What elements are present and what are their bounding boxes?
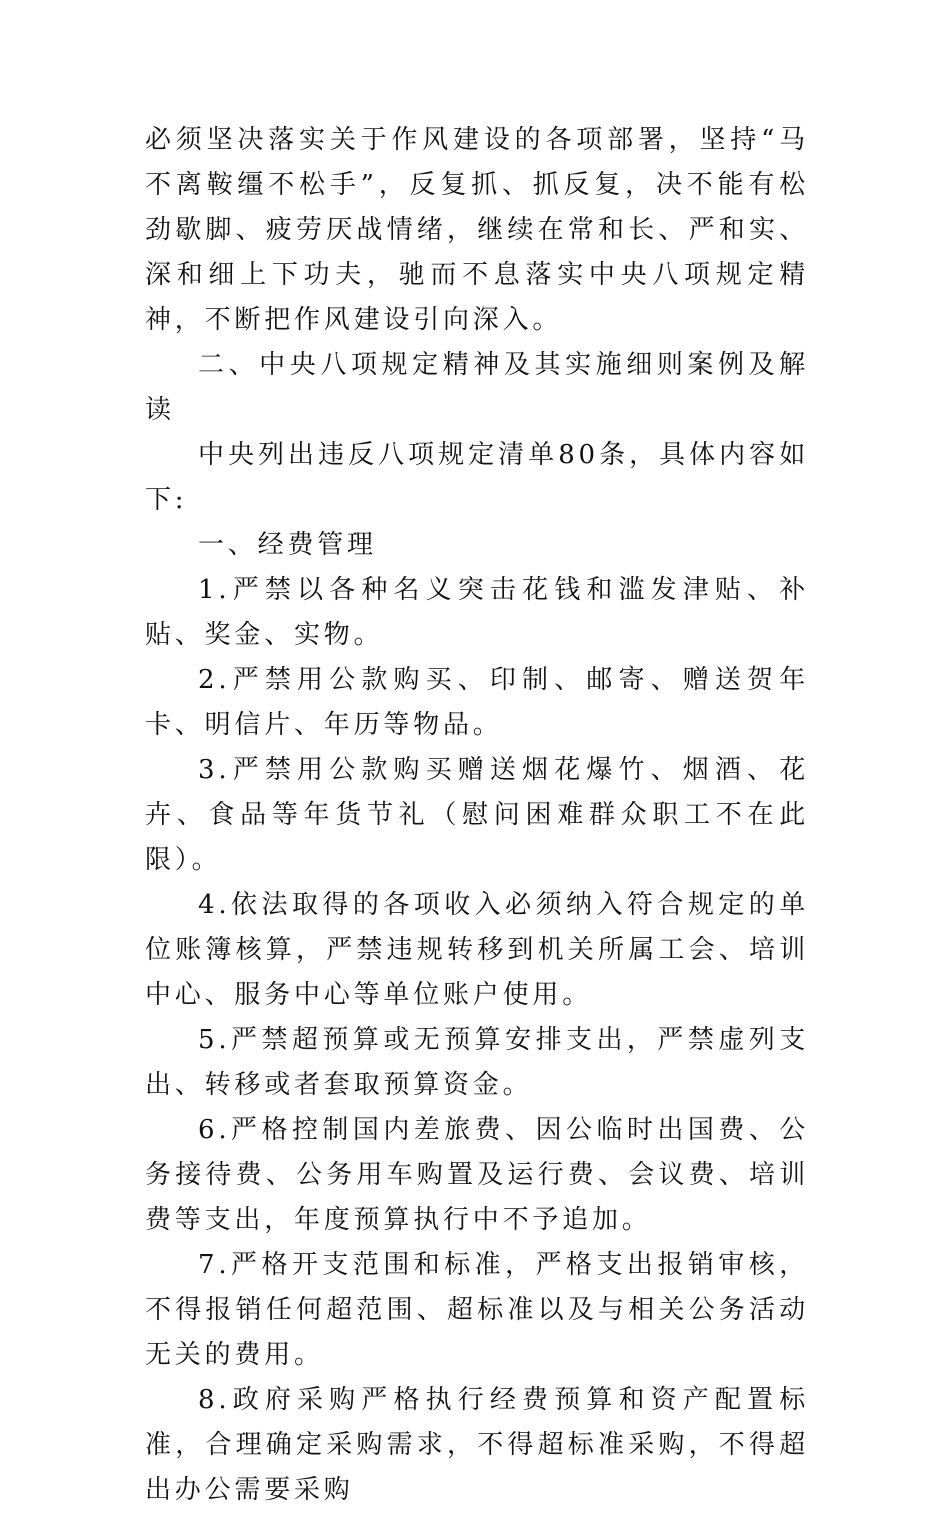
paragraph-list-intro: 中央列出违反八项规定清单80条，具体内容如下: [145, 440, 809, 515]
document-body [145, 118, 809, 1513]
subsection-heading-funding: 一、经费管理 [198, 530, 377, 560]
rule-item-3: 3.严禁用公款购买赠送烟花爆竹、烟酒、花卉、食品等年货节礼（慰问困难群众职工不在此限）。 [145, 755, 809, 875]
rule-item-6: 6.严格控制国内差旅费、因公临时出国费、公务接待费、公务用车购置及运行费、会议费、培训费等支出，年度预算执行中不予追加。 [145, 1115, 809, 1235]
rule-item-2: 2.严禁用公款购买、印制、邮寄、赠送贺年卡、明信片、年历等物品。 [145, 665, 809, 740]
rule-item-7: 7.严格开支范围和标准，严格支出报销审核，不得报销任何超范围、超标准以及与相关公务活动无关的费用。 [145, 1250, 809, 1370]
rule-item-8: 8.政府采购严格执行经费预算和资产配置标准，合理确定采购需求，不得超标准采购，不得超出办公需要采购 [145, 1385, 809, 1505]
rule-item-5: 5.严禁超预算或无预算安排支出，严禁虚列支出、转移或者套取预算资金。 [145, 1025, 809, 1100]
section-heading-two: 二、中央八项规定精神及其实施细则案例及解读 [145, 350, 809, 425]
rule-item-4: 4.依法取得的各项收入必须纳入符合规定的单位账簿核算，严禁违规转移到机关所属工会、培训中心、服务中心等单位账户使用。 [145, 890, 809, 1010]
paragraph-intro-continuation: 必须坚决落实关于作风建设的各项部署，坚持“马不离鞍缰不松手”，反复抓、抓反复，决不能有松劲歇脚、疲劳厌战情绪，继续在常和长、严和实、深和细上下功夫，驰而不息落实中央八项规定精神，不断把作风建设引向深入。 [145, 125, 809, 335]
rule-item-1: 1.严禁以各种名义突击花钱和滥发津贴、补贴、奖金、实物。 [145, 575, 809, 650]
